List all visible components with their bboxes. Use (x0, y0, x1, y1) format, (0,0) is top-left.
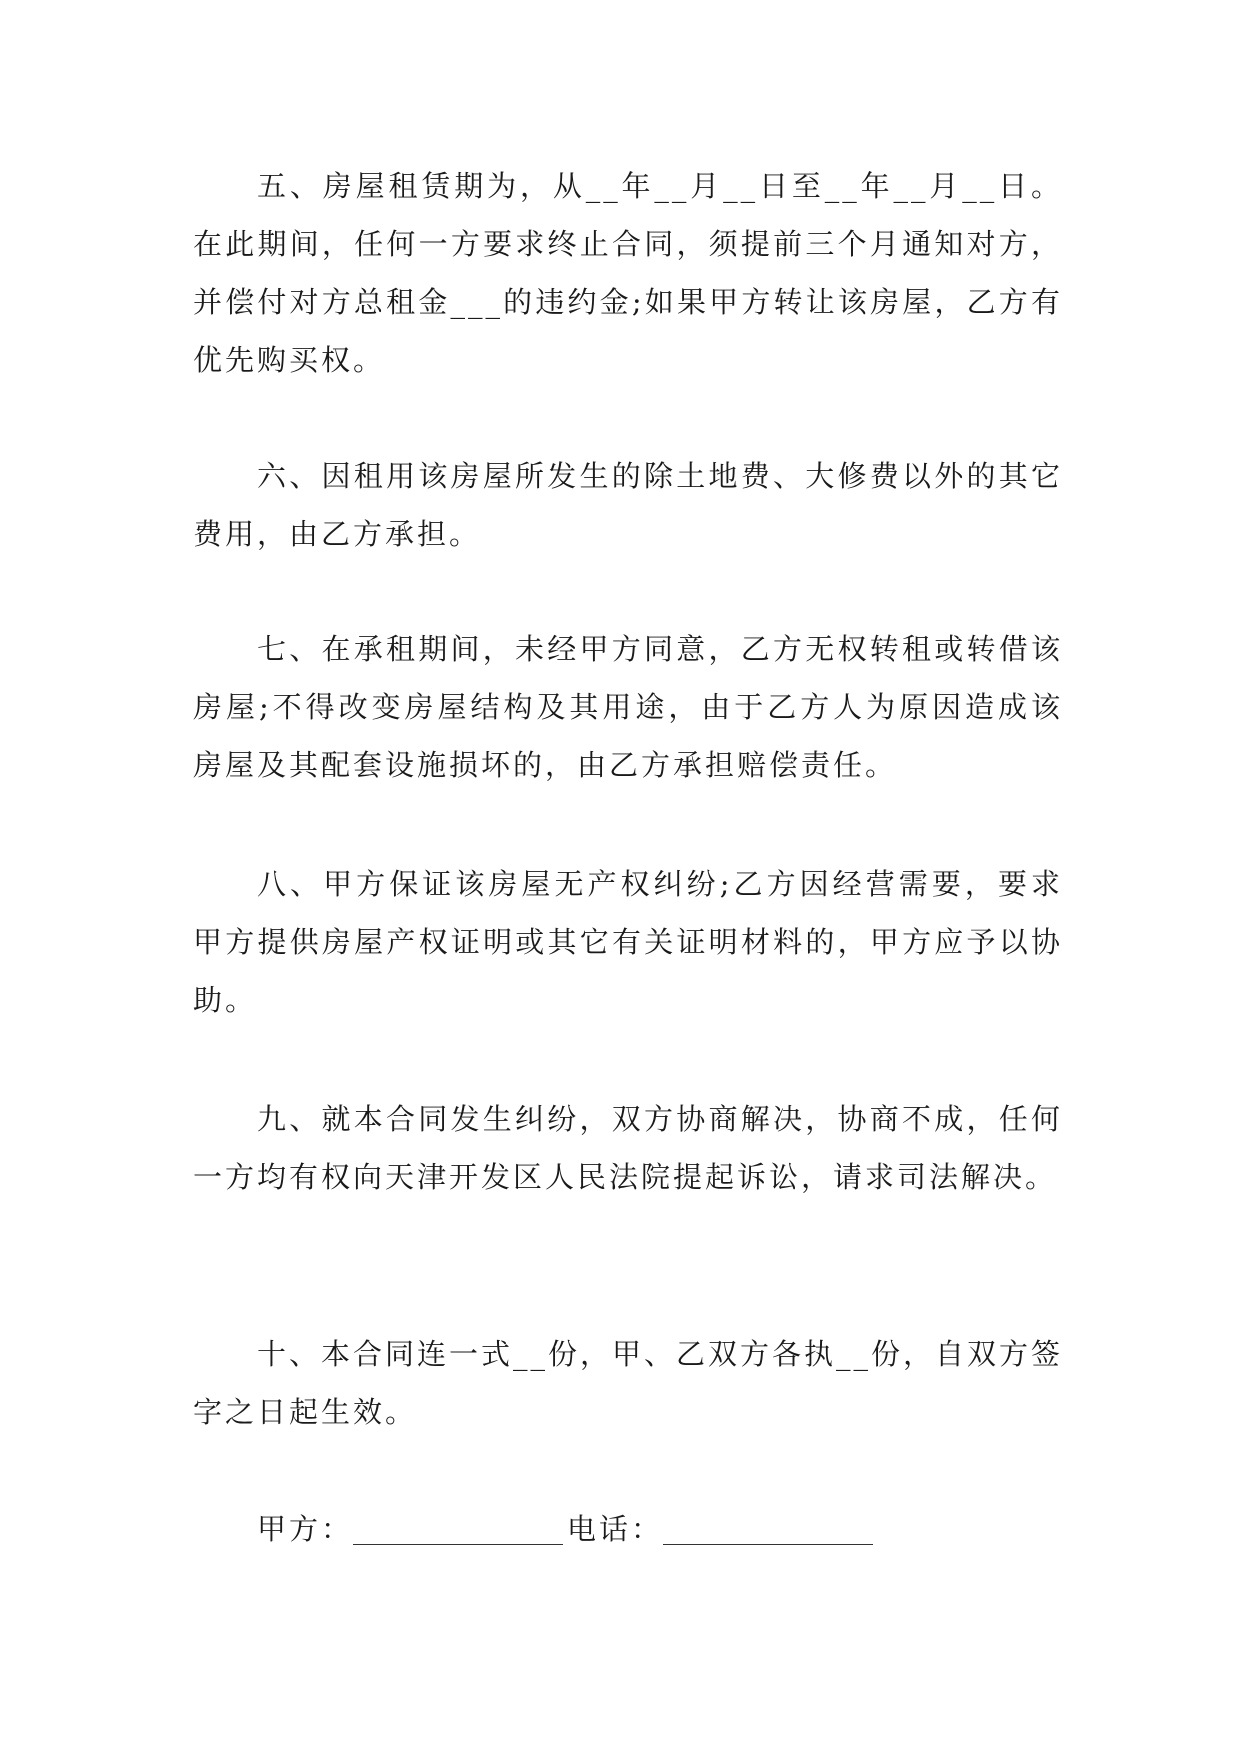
phone-label: 电话： (567, 1512, 664, 1546)
clause-7: 七、在承租期间，未经甲方同意，乙方无权转租或转借该房屋;不得改变房屋结构及其用途，由于乙方人为原因造成该房屋及其配套设施损坏的，由乙方承担赔偿责任。 (193, 632, 1063, 782)
clause-8: 八、甲方保证该房屋无产权纠纷;乙方因经营需要，要求甲方提供房屋产权证明或其它有关证明材料的，甲方应予以协助。 (193, 867, 1063, 1017)
signature-line (257, 1500, 877, 1558)
phone-blank[interactable] (663, 1514, 873, 1545)
party-a-label: 甲方： (257, 1512, 354, 1546)
clause-9: 九、就本合同发生纠纷，双方协商解决，协商不成，任何一方均有权向天津开发区人民法院提起诉讼，请求司法解决。 (193, 1102, 1063, 1194)
clause-5: 五、房屋租赁期为，从__年__月__日至__年__月__日。在此期间，任何一方要求终止合同，须提前三个月通知对方，并偿付对方总租金___的违约金;如果甲方转让该房屋，乙方有优先购买权。 (193, 169, 1063, 377)
clause-10: 十、本合同连一式__份，甲、乙双方各执__份，自双方签字之日起生效。 (193, 1337, 1064, 1429)
party-a-blank[interactable] (353, 1514, 563, 1545)
clause-6: 六、因租用该房屋所发生的除土地费、大修费以外的其它费用，由乙方承担。 (193, 459, 1063, 551)
